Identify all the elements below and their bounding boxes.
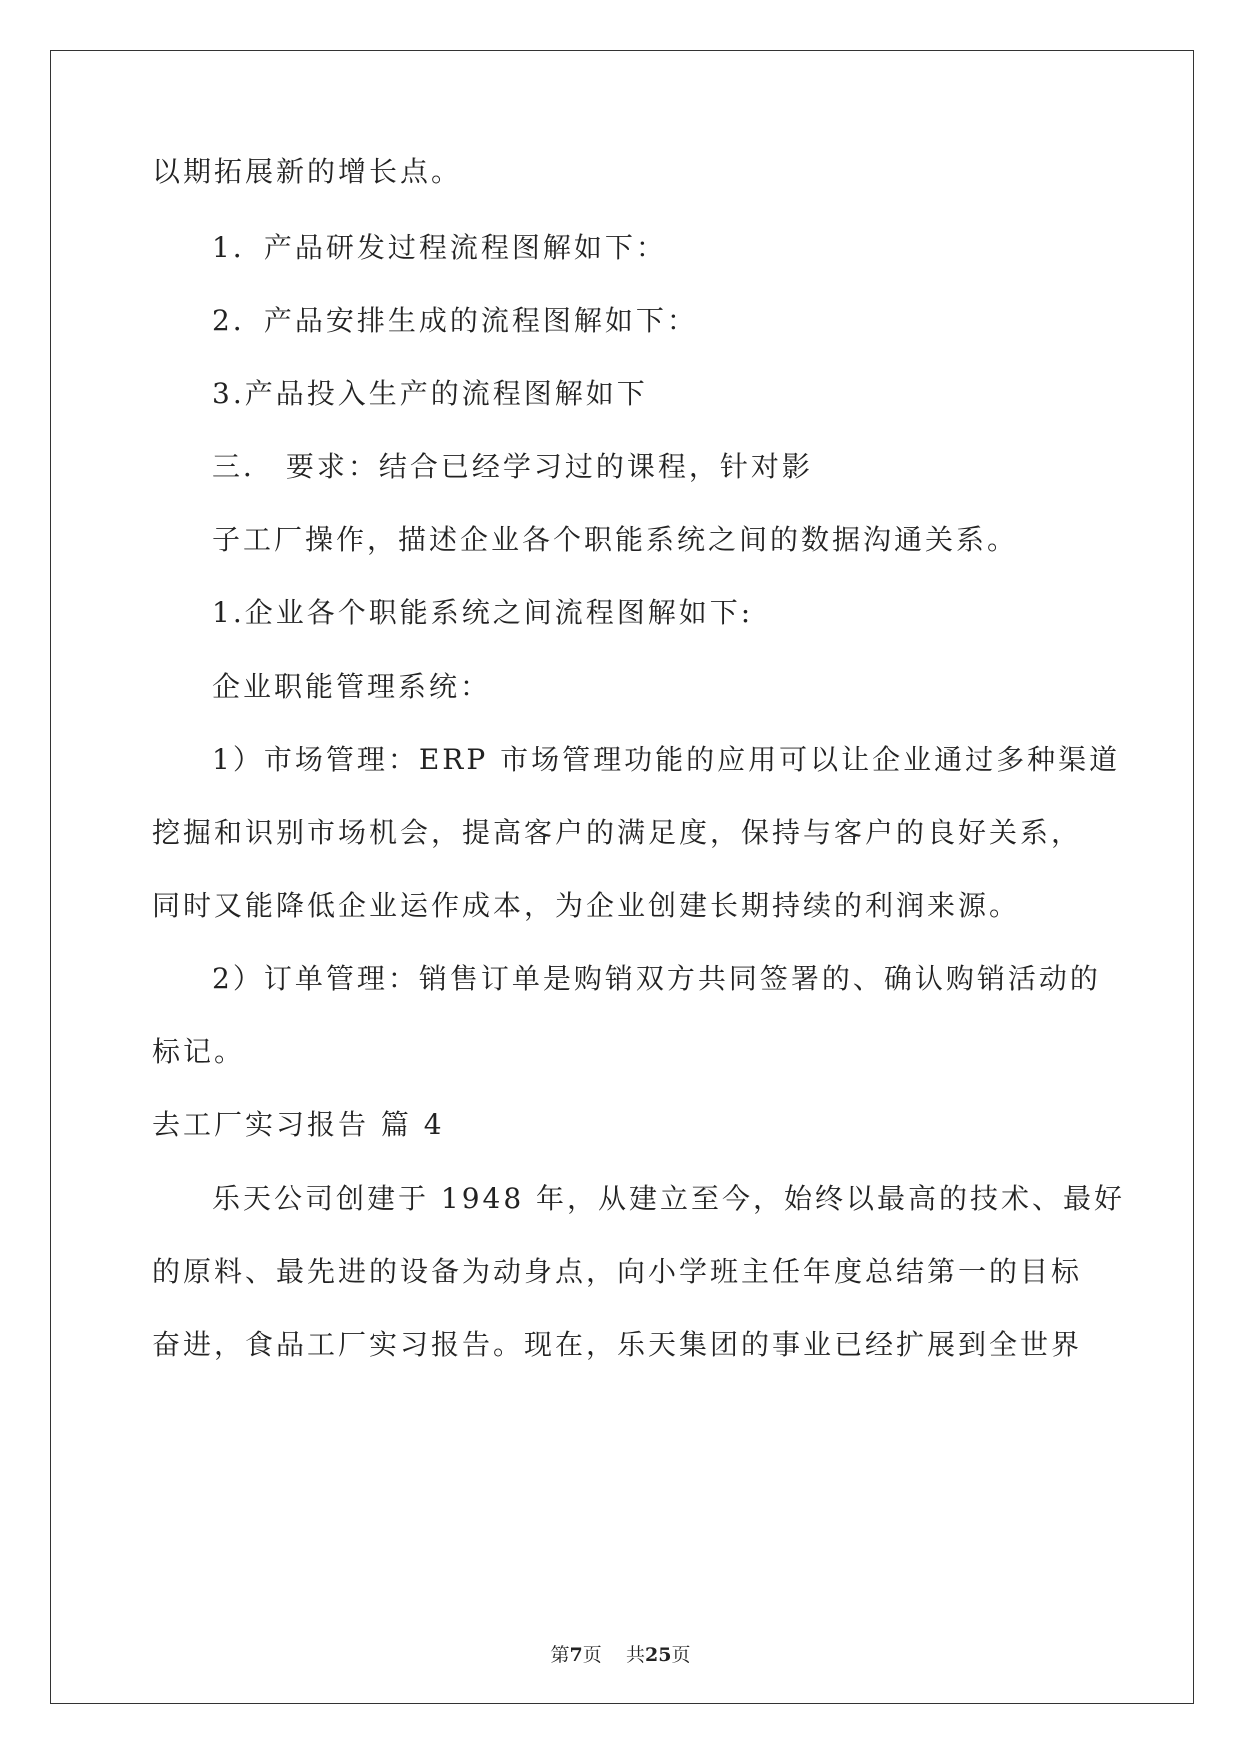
text-line: 1.企业各个职能系统之间流程图解如下: <box>212 596 754 629</box>
text-line: 3.产品投入生产的流程图解如下 <box>212 377 648 410</box>
text-line: 奋进，食品工厂实习报告。现在，乐天集团的事业已经扩展到全世界 <box>152 1328 1083 1361</box>
text-line: 子工厂操作，描述企业各个职能系统之间的数据沟通关系。 <box>212 523 1019 556</box>
text-line: 2．产品安排生成的流程图解如下： <box>212 304 698 337</box>
article-title: 去工厂实习报告 篇 4 <box>152 1108 445 1141</box>
current-page-number: 7 <box>569 1644 583 1666</box>
section-heading: 三． 要求：结合已经学习过的课程，针对影 <box>212 450 813 483</box>
page-footer <box>0 1643 1241 1667</box>
text-line: 以期拓展新的增长点。 <box>152 155 463 188</box>
page-border <box>50 50 1194 1704</box>
text-line: 标记。 <box>152 1035 246 1068</box>
text-line: 挖掘和识别市场机会，提高客户的满足度，保持与客户的良好关系， <box>152 816 1083 849</box>
text-line: 的原料、最先进的设备为动身点，向小学班主任年度总结第一的目标 <box>152 1255 1083 1288</box>
text-line: 同时又能降低企业运作成本，为企业创建长期持续的利润来源。 <box>152 889 1021 922</box>
text-line: 乐天公司创建于 1948 年，从建立至今，始终以最高的技术、最好 <box>212 1182 1126 1215</box>
footer-page-suffix: 页 <box>582 1644 602 1666</box>
text-line: 1）市场管理：ERP 市场管理功能的应用可以让企业通过多种渠道 <box>212 743 1121 776</box>
footer-prefix: 第 <box>550 1644 570 1666</box>
total-pages-number: 25 <box>644 1644 672 1666</box>
text-line: 2）订单管理：销售订单是购销双方共同签署的、确认购销活动的 <box>212 962 1101 995</box>
text-line: 企业职能管理系统： <box>212 670 492 703</box>
footer-total-prefix: 共 <box>625 1644 645 1666</box>
text-line: 1．产品研发过程流程图解如下： <box>212 231 667 264</box>
footer-total-suffix: 页 <box>671 1644 691 1666</box>
